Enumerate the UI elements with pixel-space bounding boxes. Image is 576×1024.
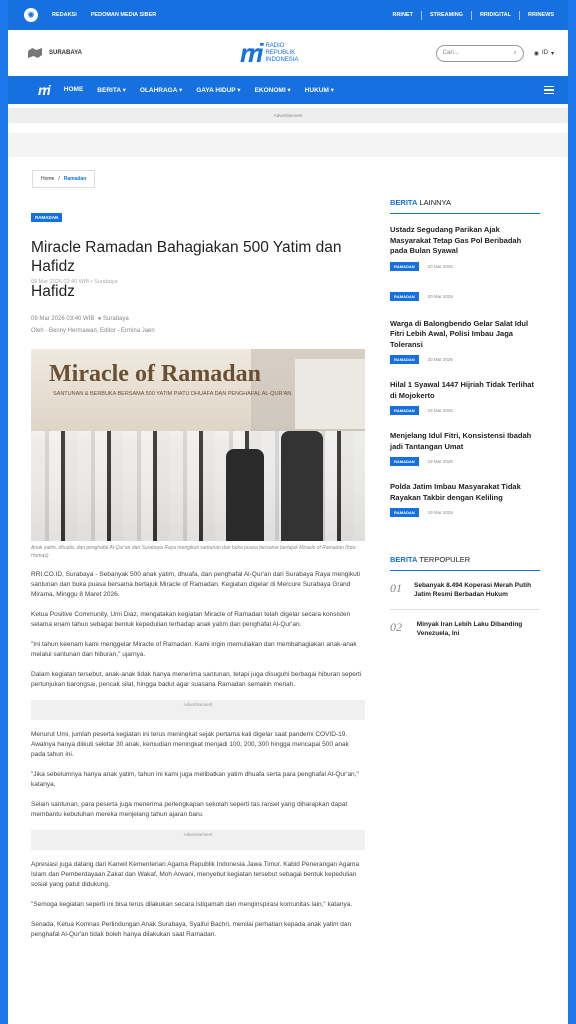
popular-rank: 02: [390, 620, 402, 634]
paragraph: Menurut Umi, jumlah peserta kegiatan ini terus meningkat sejak pertama kali digelar saat pandemi COVID-19. Awalnya hanya diikuti sekitar 30 anak, kemudian meningkat menjadi 100, 200, 300 hingga mencapai 500 anak pada tahun ini.: [31, 731, 349, 758]
news-tag[interactable]: RAMADAN: [390, 406, 419, 415]
ghost-meta: 09 Mar 2026 03:40 WIB • Surabaya: [31, 279, 118, 285]
paragraph: Dalam kegiatan tersebut, anak-anak tidak hanya menerima santunan, tetapi juga disuguhi berbagai hiburan seperti pertunjukan barongsai, pencak silat, hingga badut agar suasana Ramadan semakin meriah.: [31, 671, 362, 688]
sidebar: [390, 198, 540, 637]
person: [226, 449, 264, 541]
news-date: 19 Mar 2026: [427, 510, 453, 515]
news-title[interactable]: Ustadz Segudang Parikan Ajak Masyarakat Tetap Gas Pol Beribadah pada Bulan Syawal: [390, 225, 522, 255]
brand-line: RADIO: [265, 42, 285, 49]
rri-logo: rri: [240, 37, 262, 68]
popular-title[interactable]: Sebanyak 8.494 Koperasi Merah Putih Jatim Resmi Berbadan Hukum: [414, 582, 532, 598]
brand-line: INDONESIA: [265, 56, 299, 63]
breadcrumb: [32, 170, 95, 188]
search-input[interactable]: [436, 45, 524, 62]
advertisement-inline: Advertisement: [31, 830, 365, 850]
popular-rank: 01: [390, 581, 402, 595]
city-label: SURABAYA: [49, 50, 82, 56]
chevron-down-icon: ▾: [550, 50, 554, 57]
berita-lainnya-heading: [390, 198, 540, 214]
page: [8, 0, 568, 1024]
article-authors: Oleh - Benny Hermawan, Editor - Ermina Jaen: [31, 328, 155, 334]
advertisement-inline: Advertisement: [31, 700, 365, 720]
search-icon[interactable]: ⌕: [513, 49, 517, 56]
news-date: 20 Mar 2026: [427, 293, 453, 299]
site-logo[interactable]: [240, 38, 298, 69]
news-title[interactable]: Polda Jatim Imbau Masyarakat Tidak Rayakan Takbir dengan Keliling: [390, 482, 521, 502]
nav-hukum[interactable]: HUKUM ▾: [304, 87, 334, 94]
nav-logo[interactable]: rri: [38, 82, 50, 98]
article-date: 09 Mar 2026 03:40 WIB: [31, 316, 95, 322]
link-rrinet[interactable]: RRINET: [392, 12, 413, 18]
header: [8, 30, 568, 76]
divider: [519, 11, 520, 20]
heading-accent: BERITA: [390, 555, 418, 564]
news-tag[interactable]: RAMADAN: [390, 355, 419, 364]
language-selector[interactable]: [534, 50, 554, 57]
search-placeholder: Cari...: [442, 50, 459, 56]
category-tag[interactable]: RAMADAN: [31, 213, 62, 222]
link-rridigital[interactable]: RRIDIGITAL: [479, 12, 512, 18]
projection-screen: [295, 359, 365, 429]
popular-title[interactable]: Minyak Iran Lebih Laku Dibanding Venezuela, Ini: [416, 621, 523, 637]
berita-terpopuler-heading: [390, 555, 540, 571]
city-selector[interactable]: [28, 48, 228, 58]
person: [281, 431, 323, 541]
article-meta: [31, 313, 365, 337]
hero-image[interactable]: [31, 349, 365, 541]
brand-text: [265, 43, 298, 64]
news-date: 19 Mar 2026: [427, 408, 453, 413]
menu-icon[interactable]: [544, 86, 554, 94]
news-date: 20 Mar 2026: [427, 357, 453, 362]
link-redaksi[interactable]: REDAKSI: [52, 12, 77, 18]
paragraph: "Ini tahun keenam kami menggelar Miracle of Ramadan. Kami ingin memuliakan dan membahagiakan anak-anak melalui santunan dan hiburan," ujarnya.: [31, 641, 357, 658]
article: [31, 206, 365, 940]
main-nav: [8, 76, 568, 104]
advertisement-top: Advertisement: [8, 108, 568, 123]
divider: [421, 11, 422, 20]
news-item[interactable]: [390, 225, 540, 271]
news-title[interactable]: Hilal 1 Syawal 1447 Hijriah Tidak Terlihat di Mojokerto: [390, 380, 534, 400]
image-caption: Anak yatim, dhuafa, dan penghafal Al-Qur'an dari Surabaya Raya mengikuti santunan dan buka puasa bersama bertajuk Miracle of Ramadan (foto: Humas): [31, 545, 357, 559]
banner-subtitle: SANTUNAN & BERBUKA BERSAMA 500 YATIM PIATU DHUAFA DAN PENGHAFAL AL-QUR'AN: [53, 391, 292, 397]
paragraph: Senada, Ketua Komnas Perlindungan Anak Surabaya, Syaiful Bachri, menilai perhatian kepada anak yatim dan penghafal Al-Qur'an tidak boleh hanya dilakukan saat Ramadan.: [31, 921, 352, 938]
news-title[interactable]: Warga di Balongbendo Gelar Salat Idul Fitri Lebih Awal, Polisi Imbau Jaga Toleransi: [390, 318, 529, 349]
heading-rest: LAINNYA: [417, 198, 451, 207]
link-streaming[interactable]: STREAMING: [429, 12, 463, 18]
top-bar: [8, 0, 568, 30]
news-item[interactable]: [390, 482, 540, 517]
news-title[interactable]: Menjelang Idul Fitri, Konsistensi Ibadah jadi Tantangan Umat: [390, 431, 532, 451]
article-title: Miracle Ramadan Bahagiakan 500 Yatim dan Hafidz: [31, 239, 342, 275]
heading-rest: TERPOPULER: [417, 555, 471, 564]
news-item[interactable]: [390, 431, 540, 466]
news-tag[interactable]: RAMADAN: [390, 262, 419, 271]
sticky-title-overlay: [31, 279, 365, 309]
news-tag[interactable]: RAMADAN: [390, 508, 419, 517]
paragraph: RRI.CO.ID, Surabaya - Sebanyak 500 anak yatim, dhuafa, dan penghafal Al-Qur'an dari Surabaya Raya mengikuti santunan dan buka puasa bersama bertajuk Miracle of Ramadan. Kegiatan digelar di Mercure Surabaya Grand Mirama, Minggu 8 Maret 2026.: [31, 571, 360, 598]
breadcrumb-current[interactable]: Ramadan: [63, 176, 87, 182]
nav-gaya-hidup[interactable]: GAYA HIDUP ▾: [196, 87, 241, 94]
news-tag[interactable]: RAMADAN: [390, 457, 419, 466]
globe-icon: ◉: [533, 50, 539, 57]
paragraph: Selain santunan, para peserta juga menerima perlengkapan sekolah seperti tas ransel yang diharapkan dapat membantu kebutuhan mereka menjelang tahun ajaran baru.: [31, 801, 348, 818]
paragraph: "Semoga kegiatan seperti ini bisa terus dilakukan secara istiqamah dan menginspirasi komunitas lain," katanya.: [31, 901, 353, 908]
news-title[interactable]: [390, 279, 540, 287]
ghost-title: Hafidz: [31, 283, 75, 300]
nav-olahraga[interactable]: OLAHRAGA ▾: [139, 87, 183, 94]
popular-item[interactable]: [390, 571, 540, 610]
nav-berita[interactable]: BERITA ▾: [97, 87, 126, 94]
news-tag[interactable]: RAMADAN: [390, 292, 419, 301]
banner-title: Miracle of Ramadan: [49, 361, 261, 387]
location-pin-icon: ●: [97, 316, 102, 322]
advertisement-band: [8, 133, 568, 157]
news-date: 20 Mar 2026: [427, 263, 453, 269]
divider: [471, 11, 472, 20]
breadcrumb-home[interactable]: Home: [41, 176, 55, 182]
link-rrinews[interactable]: RRINEWS: [528, 12, 554, 18]
link-pedoman-media-siber[interactable]: PEDOMAN MEDIA SIBER: [90, 12, 157, 18]
map-icon: [28, 48, 42, 58]
news-item[interactable]: [390, 380, 540, 415]
heading-accent: BERITA: [390, 198, 418, 207]
nav-home[interactable]: HOME: [63, 86, 84, 93]
paragraph: Ketua Positive Community, Umi Diaz, mengatakan kegiatan Miracle of Ramadan telah digelar secara konsisten selama enam tahun sebagai bentuk kepedulian terhadap anak yatim dan penghafal Al-Qur'an.: [31, 611, 351, 628]
breadcrumb-separator: /: [58, 176, 60, 182]
rri-emblem-icon[interactable]: ✺: [24, 8, 38, 22]
paragraph: Apresiasi juga datang dari Kanwil Kementerian Agama Republik Indonesia Jawa Timur. Kabid Penerangan Agama Islam dan Pemberdayaan Zakat dan Wakaf, Moh Arwani, menyebut kegiatan tersebut sebagai bentuk kepedulian sosial yang patut didukung.: [31, 861, 360, 888]
brand-line: REPUBLIK: [265, 49, 296, 56]
news-item[interactable]: [390, 319, 540, 365]
article-location: Surabaya: [103, 316, 129, 322]
language-label: ID: [541, 50, 548, 56]
popular-item[interactable]: [390, 610, 540, 637]
news-item[interactable]: [390, 279, 540, 301]
nav-ekonomi[interactable]: EKONOMI ▾: [254, 87, 291, 94]
news-date: 19 Mar 2026: [427, 459, 453, 464]
paragraph: "Jika sebelumnya hanya anak yatim, tahun ini kami juga melibatkan yatim dhuafa serta para penghafal Al-Qur'an," katanya.: [31, 771, 359, 788]
